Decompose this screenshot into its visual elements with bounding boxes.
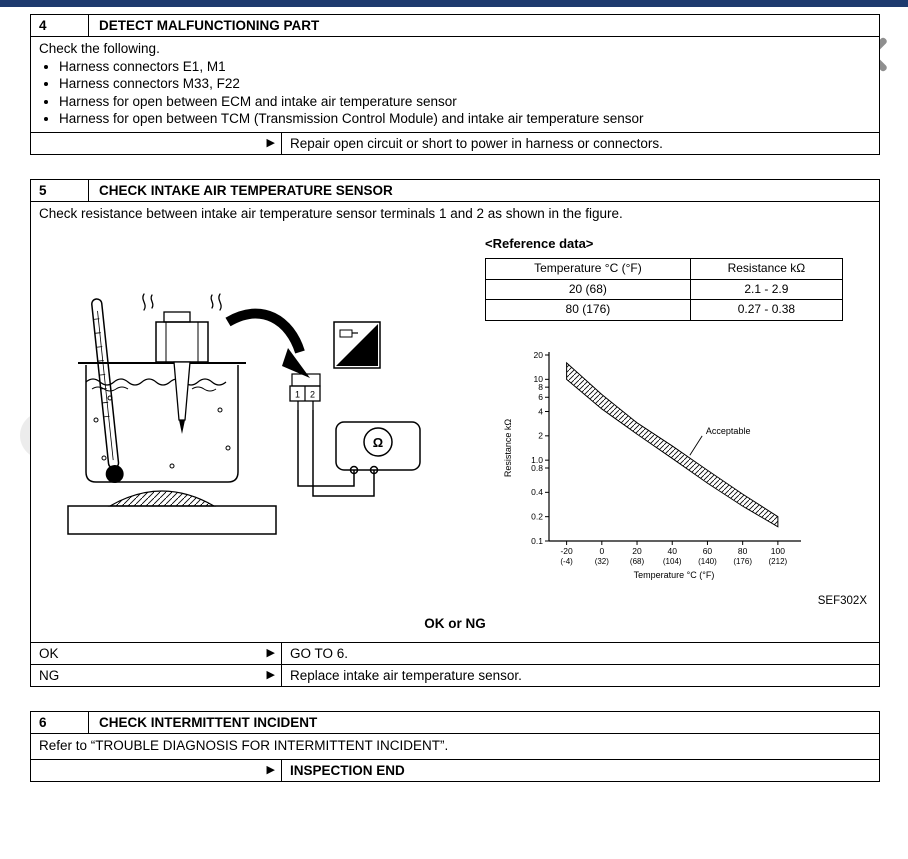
resistance-cell: 0.27 - 0.38: [690, 300, 842, 321]
svg-text:20: 20: [632, 545, 642, 556]
heat-squiggle: [143, 294, 145, 310]
water-ripple: [192, 387, 216, 391]
ohmmeter: [336, 422, 420, 474]
terminal-2-label: 2: [309, 389, 316, 400]
svg-text:(32): (32): [594, 556, 609, 566]
step-number: 5: [31, 180, 89, 201]
document-page: [30, 14, 880, 806]
reference-data-title: <Reference data>: [485, 236, 594, 252]
temperature-cell: 20 (68): [486, 279, 691, 300]
burner-stand: [68, 491, 276, 534]
ng-result-cell: [31, 665, 281, 686]
step-4-intro: Check the following.: [39, 41, 160, 56]
step-title: DETECT MALFUNCTIONING PART: [99, 18, 320, 33]
svg-text:(212): (212): [768, 556, 788, 566]
ok-action-text: GO TO 6.: [281, 643, 879, 664]
checklist-item: • Harness for open between TCM (Transmission Control Module) and intake air temperature sensor: [59, 110, 871, 128]
sensor-probe-tip: [179, 420, 185, 434]
svg-text:20: 20: [533, 349, 543, 360]
svg-text:0.2: 0.2: [531, 511, 543, 522]
ng-action-text: Replace intake air temperature sensor.: [281, 665, 879, 686]
temperature-cell: 80 (176): [486, 300, 691, 321]
svg-text:Resistance kΩ: Resistance kΩ: [503, 418, 513, 478]
table-header-row: [486, 259, 843, 280]
step-4-checklist: [39, 58, 871, 128]
curved-arrow-icon: [228, 314, 310, 378]
ts-tool-icon: [334, 322, 380, 368]
step-5-ok-row: [31, 642, 879, 664]
svg-text:100: 100: [770, 545, 785, 556]
svg-text:(68): (68): [629, 556, 645, 566]
checklist-item: • Harness connectors M33, F22: [59, 75, 871, 93]
svg-text:(-4): (-4): [560, 556, 573, 566]
step-5-ng-row: [31, 664, 879, 686]
step-5-table: [30, 179, 880, 687]
checklist-item: • Harness for open between ECM and intake air temperature sensor: [59, 93, 871, 111]
reference-data-table: [485, 258, 843, 321]
reference-data-area: [485, 226, 871, 589]
step-4-action-row: [31, 132, 879, 154]
step-4-body: [31, 37, 879, 132]
svg-text:Temperature °C (°F): Temperature °C (°F): [633, 569, 715, 580]
svg-text:6: 6: [538, 392, 543, 403]
action-arrow-icon: ▶: [266, 136, 275, 149]
svg-text:8: 8: [538, 381, 543, 392]
sensor-probe: [174, 362, 190, 420]
svg-text:2: 2: [538, 430, 543, 441]
checklist-item: • Harness connectors E1, M1: [59, 58, 871, 76]
ohm-symbol: Ω: [372, 435, 384, 451]
heat-squiggle: [211, 295, 213, 308]
step-4-header: [31, 15, 879, 37]
acceptable-band: [567, 363, 778, 527]
step-4-action-text: Repair open circuit or short to power in harness or connectors.: [281, 133, 879, 154]
ts-label: T.S.: [355, 354, 373, 366]
action-arrow-icon: ▶: [266, 646, 275, 659]
step-4-action-arrow-cell: [31, 133, 281, 154]
test-lead-wire: [313, 410, 374, 496]
table-row: [486, 300, 843, 321]
step-6-body: [31, 734, 879, 759]
step-5-header: [31, 180, 879, 202]
heat-squiggle: [219, 294, 221, 310]
figure-code: SEF302X: [817, 594, 867, 607]
window-top-accent-bar: [0, 0, 908, 7]
sensor-test-illustration: [52, 270, 472, 570]
step-6-intro: Refer to “TROUBLE DIAGNOSIS FOR INTERMITTENT INCIDENT”.: [39, 737, 449, 753]
result-label: OK: [39, 645, 59, 661]
svg-text:0: 0: [599, 545, 605, 556]
band-label: Acceptable: [705, 426, 751, 437]
resistance-temperature-chart: [499, 345, 819, 585]
action-arrow-icon: ▶: [266, 763, 275, 776]
svg-text:(140): (140): [698, 556, 717, 566]
step-number: 4: [31, 15, 89, 36]
step-6-header: [31, 712, 879, 734]
step-6-table: [30, 711, 880, 782]
sensor-terminals: [290, 374, 320, 410]
step-5-figure: [39, 222, 871, 591]
svg-text:0.4: 0.4: [531, 487, 543, 498]
column-header: Resistance kΩ: [690, 259, 842, 280]
step-title: CHECK INTAKE AIR TEMPERATURE SENSOR: [99, 182, 393, 198]
result-label: NG: [39, 667, 60, 683]
svg-text:0.1: 0.1: [531, 535, 543, 546]
action-arrow-icon: ▶: [266, 668, 275, 681]
thermometer-bulb: [105, 464, 125, 484]
table-row: [486, 279, 843, 300]
svg-text:80: 80: [737, 545, 748, 556]
svg-text:-20: -20: [560, 545, 573, 556]
step-title: CHECK INTERMITTENT INCIDENT: [99, 714, 318, 730]
water-surface: [86, 379, 226, 385]
svg-text:10: 10: [533, 374, 543, 385]
step-number: 6: [31, 712, 89, 733]
ok-result-cell: [31, 643, 281, 664]
beaker: [78, 363, 246, 482]
burner-flame: [110, 491, 214, 506]
step-4-table: [30, 14, 880, 155]
svg-text:60: 60: [702, 545, 713, 556]
svg-text:(104): (104): [662, 556, 682, 566]
svg-text:(176): (176): [733, 556, 753, 566]
step-6-action-text: INSPECTION END: [281, 760, 879, 781]
step-5-body: [31, 202, 879, 642]
ok-or-ng-label: OK or NG: [424, 616, 486, 632]
column-header: Temperature °C (°F): [486, 259, 691, 280]
step-6-action-arrow-cell: [31, 760, 281, 781]
thermometer: [87, 298, 124, 484]
terminal-1-label: 1: [294, 389, 301, 400]
heat-squiggle: [151, 295, 153, 308]
svg-text:0.8: 0.8: [531, 462, 543, 473]
chart-area: [485, 345, 871, 590]
step-5-intro: Check resistance between intake air temperature sensor terminals 1 and 2 as shown in the figure.: [39, 205, 623, 221]
sensor-test-illustration-area: [39, 226, 485, 589]
resistance-cell: 2.1 - 2.9: [690, 279, 842, 300]
svg-text:1.0: 1.0: [531, 454, 543, 465]
svg-text:4: 4: [538, 406, 543, 417]
svg-text:40: 40: [667, 545, 677, 556]
step-6-action-row: [31, 759, 879, 781]
